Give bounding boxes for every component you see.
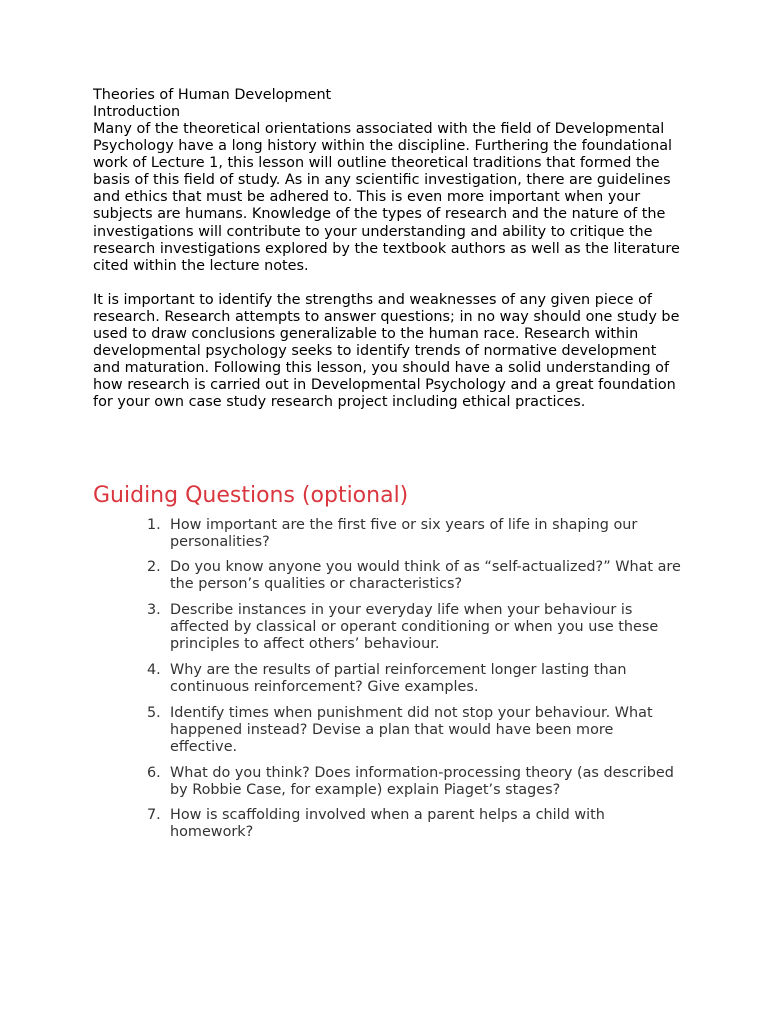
list-item (93, 807, 683, 841)
intro-paragraph-2: It is important to identify the strengths and weaknesses of any given piece of research. Research attempts to answer questions; in no way should one study be used to draw conclusions generalizable to the human race. Research within developmental psychology seeks to identify trends of normative development and maturation. Following this lesson, you should have a solid understanding of how research is carried out in Developmental Psychology and a great foundation for your own case study research project including ethical practices. (93, 291, 680, 411)
list-item (93, 765, 683, 799)
list-item-text: Why are the results of partial reinforcement longer lasting than continuous reinforcement? Give examples. (170, 661, 627, 696)
list-item (93, 662, 683, 696)
list-item-number: 3. (147, 602, 161, 619)
list-item-number: 6. (147, 764, 161, 781)
list-item (93, 517, 683, 551)
list-item-text: How is scaffolding involved when a parent helps a child with homework? (170, 807, 605, 841)
list-item-number: 7. (147, 807, 161, 824)
list-item-number: 1. (147, 516, 161, 533)
list-item (93, 705, 683, 756)
guiding-questions-heading: Guiding Questions (optional) (93, 482, 409, 508)
list-item-number: 2. (147, 559, 161, 576)
list-item (93, 559, 683, 593)
intro-paragraph-1: Many of the theoretical orientations associated with the field of Developmental Psychology have a long history within the discipline. Furthering the foundational work of Lecture 1, this lesson will outline theoretical traditions that formed the basis of this field of study. As in any scientific investigation, there are guidelines and ethics that must be adhered to. This is even more important when your subjects are humans. Knowledge of the types of research and the nature of the investigations will contribute to your understanding and ability to critique the research investigations explored by the textbook authors as well as the literature cited within the lecture notes. (93, 121, 680, 274)
list-item-text: What do you think? Does information-processing theory (as described by Robbie Case, for example) explain Piaget’s stages? (170, 764, 674, 798)
list-item-number: 4. (147, 661, 161, 678)
list-item-text: How important are the first five or six years of life in shaping our personalities? (170, 516, 638, 550)
document-title: Theories of Human Development (93, 87, 332, 103)
list-item (93, 602, 683, 653)
document-subtitle: Introduction (93, 104, 181, 120)
list-item-number: 5. (147, 704, 161, 721)
list-item-text: Do you know anyone you would think of as “self-actualized?” What are the person’s qualities or characteristics? (170, 559, 681, 593)
list-item-text: Identify times when punishment did not stop your behaviour. What happened instead? Devise a plan that would have been more effective. (170, 704, 653, 755)
document-page (93, 87, 683, 850)
guiding-questions-list (93, 517, 683, 842)
list-item-text: Describe instances in your everyday life when your behaviour is affected by classical or operant conditioning or when you use these principles to affect others’ behaviour. (170, 602, 659, 653)
